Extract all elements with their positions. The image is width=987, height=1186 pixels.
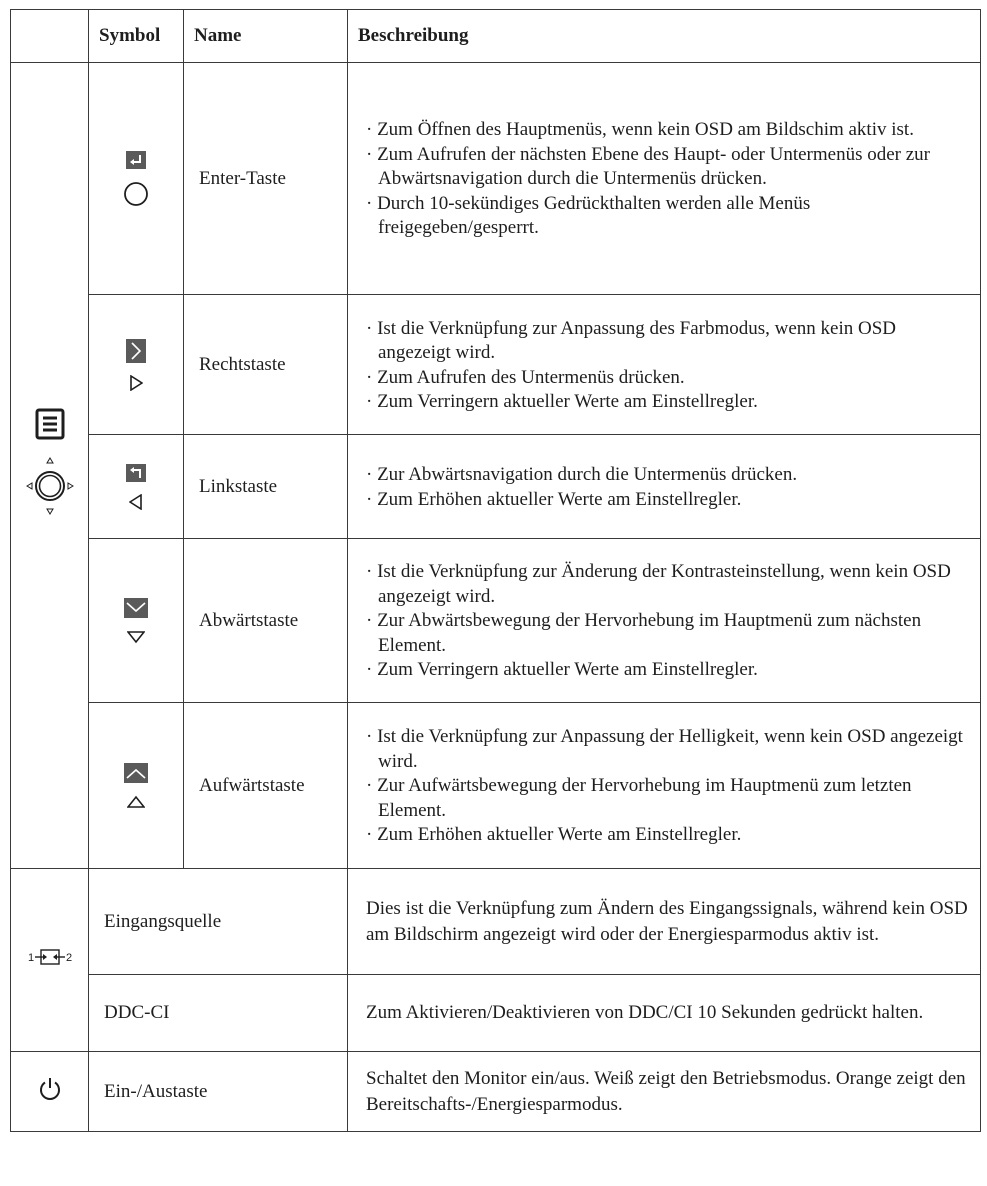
description-column-header: Beschreibung	[348, 10, 981, 63]
svg-text:2: 2	[65, 952, 72, 964]
input-source-description-cell: Dies ist die Verknüpfung zum Ändern des Eingangssignals, während kein OSD am Bildschirm angezeigt wird oder der Energiesparmodus aktiv ist.	[348, 869, 981, 975]
enter-return-icon	[126, 151, 146, 169]
table-row	[11, 703, 981, 869]
joystick-icon[interactable]	[25, 454, 75, 518]
input-group-cell	[11, 869, 89, 1052]
menu-list-icon	[35, 408, 65, 440]
triangle-down-icon	[127, 630, 145, 644]
controls-table	[10, 9, 981, 1132]
key-name-cell: Abwärtstaste	[184, 539, 348, 703]
key-description-cell	[348, 539, 981, 703]
description-bullet: · Zur Abwärtsbewegung der Hervorhebung im Hauptmenü zum nächsten Element.	[366, 609, 970, 658]
description-bullet: · Ist die Verknüpfung zur Anpassung der Helligkeit, wenn kein OSD angezeigt wird.	[366, 725, 970, 774]
table-row	[11, 63, 981, 295]
input-switch-icon[interactable]	[28, 947, 72, 967]
power-group-cell	[11, 1052, 89, 1132]
key-description-cell	[348, 703, 981, 869]
symbol-column-header: Symbol	[89, 10, 184, 63]
description-bullet: · Zur Abwärtsnavigation durch die Untermenüs drücken.	[366, 463, 970, 488]
description-bullet: · Ist die Verknüpfung zur Anpassung des Farbmodus, wenn kein OSD angezeigt wird.	[366, 317, 970, 366]
symbol-cell	[89, 63, 184, 295]
symbol-cell	[89, 435, 184, 539]
key-description-cell	[348, 435, 981, 539]
description-bullet: · Zum Verringern aktueller Werte am Einstellregler.	[366, 390, 970, 415]
circle-icon	[123, 181, 149, 207]
input-source-name-cell: Eingangsquelle	[89, 869, 348, 975]
description-bullet: · Durch 10-sekündiges Gedrückthalten werden alle Menüs freigegeben/gesperrt.	[366, 192, 970, 241]
key-description-cell	[348, 63, 981, 295]
table-row	[11, 295, 981, 435]
osd-controls-table-page	[10, 9, 981, 1132]
description-bullet: · Zum Aufrufen der nächsten Ebene des Haupt- oder Untermenüs oder zur Abwärtsnavigation durch die Untermenüs drücken.	[366, 143, 970, 192]
description-bullet: · Zum Aufrufen des Untermenüs drücken.	[366, 366, 970, 391]
svg-text:1: 1	[27, 952, 34, 964]
description-bullet: · Zur Aufwärtsbewegung der Hervorhebung im Hauptmenü zum letzten Element.	[366, 774, 970, 823]
table-header-row	[11, 10, 981, 63]
chevron-right-box-icon	[126, 339, 146, 363]
triangle-left-icon	[129, 494, 143, 510]
table-row	[11, 539, 981, 703]
symbol-cell	[89, 539, 184, 703]
name-column-header: Name	[184, 10, 348, 63]
description-bullet: · Zum Verringern aktueller Werte am Einstellregler.	[366, 658, 970, 683]
description-bullet: · Ist die Verknüpfung zur Änderung der Kontrasteinstellung, wenn kein OSD angezeigt wird.	[366, 560, 970, 609]
chevron-up-box-icon	[124, 763, 148, 783]
triangle-right-icon	[129, 375, 143, 391]
table-row	[11, 435, 981, 539]
table-row	[11, 1052, 981, 1132]
description-bullet: · Zum Erhöhen aktueller Werte am Einstellregler.	[366, 823, 970, 848]
chevron-down-box-icon	[124, 598, 148, 618]
key-name-cell: Aufwärtstaste	[184, 703, 348, 869]
description-bullet: · Zum Öffnen des Hauptmenüs, wenn kein OSD am Bildschim aktiv ist.	[366, 118, 970, 143]
power-icon[interactable]	[38, 1076, 62, 1102]
key-name-cell: Rechtstaste	[184, 295, 348, 435]
back-arrow-box-icon	[126, 464, 146, 482]
power-name-cell: Ein-/Austaste	[89, 1052, 348, 1132]
key-description-cell	[348, 295, 981, 435]
group-icon-header	[11, 10, 89, 63]
power-description-cell: Schaltet den Monitor ein/aus. Weiß zeigt den Betriebsmodus. Orange zeigt den Bereitschafts-/Energiesparmodus.	[348, 1052, 981, 1132]
joystick-group-cell	[11, 63, 89, 869]
key-name-cell: Enter-Taste	[184, 63, 348, 295]
ddc-ci-name-cell: DDC-CI	[89, 975, 348, 1052]
table-row	[11, 869, 981, 975]
triangle-up-icon	[127, 795, 145, 809]
symbol-cell	[89, 703, 184, 869]
description-bullet: · Zum Erhöhen aktueller Werte am Einstellregler.	[366, 488, 970, 513]
key-name-cell: Linkstaste	[184, 435, 348, 539]
ddc-ci-description-cell: Zum Aktivieren/Deaktivieren von DDC/CI 10 Sekunden gedrückt halten.	[348, 975, 981, 1052]
symbol-cell	[89, 295, 184, 435]
table-row	[11, 975, 981, 1052]
